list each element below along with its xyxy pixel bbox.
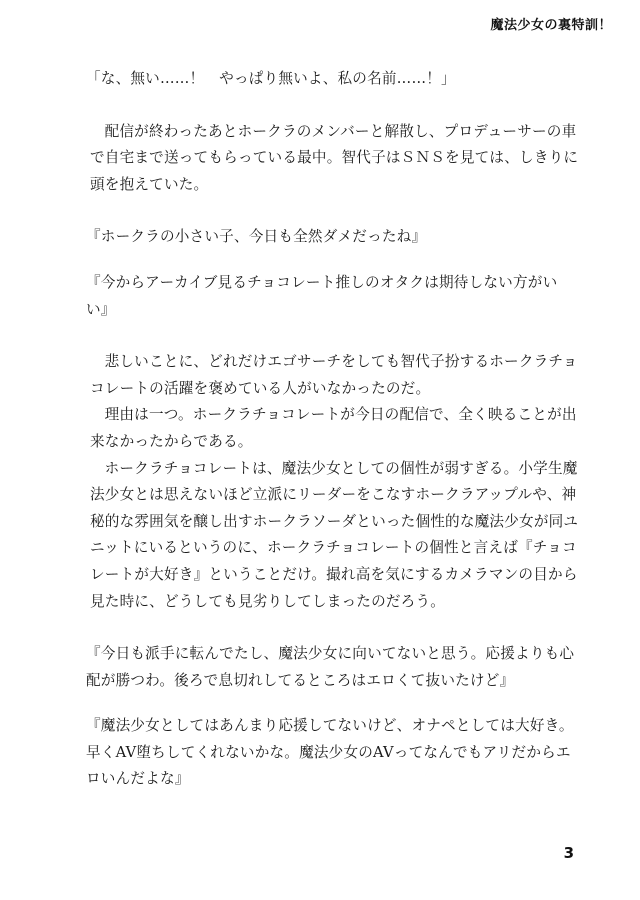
page-number: 3 [563, 844, 574, 862]
paragraph-gap [90, 323, 580, 349]
sns-post-quote: 『今日も派手に転んでたし、魔法少女に向いてないと思う。応援よりも心配が勝つわ。後ろで息切れしてるところはエロくて抜いたけど』 [86, 645, 575, 689]
narration-paragraph: 理由は一つ。ホークラチョコレートが今日の配信で、全く映ることが出来なかったからである。 [90, 406, 577, 450]
paragraph-gap [90, 93, 580, 119]
running-header-title: 魔法少女の裏特訓！ [490, 18, 612, 33]
sns-post-quote: 『魔法少女としてはあんまり応援してないけど、オナペとしては大好き。早くAV堕ちしてくれないかな。魔法少女のAVってなんでもアリだからエロいんだよな』 [86, 717, 574, 788]
paragraph-gap [90, 694, 580, 713]
paragraph-gap [90, 615, 580, 641]
paragraph-gap [90, 198, 580, 224]
narration-paragraph: 悲しいことに、どれだけエゴサーチをしても智代子扮するホークラチョコレートの活躍を褒めている人がいなかったのだ。 [90, 353, 578, 397]
narration-paragraph: ホークラチョコレートは、魔法少女としての個性が弱すぎる。小学生魔法少女とは思えないほど立派にリーダーをこなすホークラアップルや、神秘的な雰囲気を醸し出すホークラソーダといった個性的な魔法少女が同ユニットにいるというのに、ホークラチョコレートの個性と言えば『チョコレートが大好き』ということだけ。撮れ高を気にするカメラマンの目から見た時に、どうしても見劣りしてしまったのだろう。 [90, 459, 579, 610]
narration-paragraph: 配信が終わったあとホークラのメンバーと解散し、プロデューサーの車で自宅まで送ってもらっている最中。智代子はＳＮＳを見ては、しきりに頭を抱えていた。 [90, 122, 579, 193]
paragraph-gap [90, 251, 580, 270]
dialogue-line: 「な、無い……！ やっぱり無いよ、私の名前……！」 [86, 70, 456, 87]
sns-post-quote: 『ホークラの小さい子、今日も全然ダメだったね』 [86, 228, 427, 246]
body-text [86, 66, 580, 793]
sns-post-quote: 『今からアーカイブ見るチョコレート推しのオタクは期待しない方がいい』 [86, 273, 558, 318]
